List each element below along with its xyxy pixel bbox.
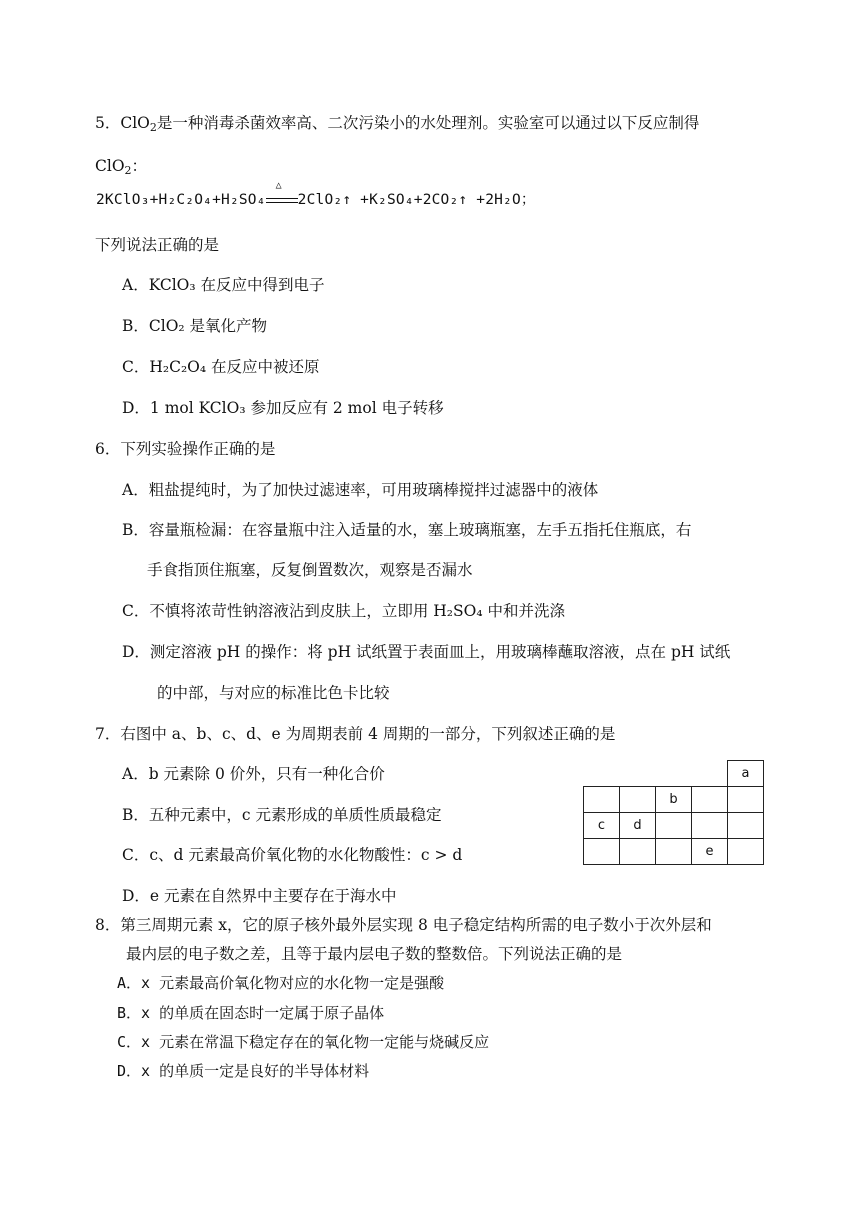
table-cell (620, 839, 656, 865)
q8-option-b: B．x 的单质在固态时一定属于原子晶体 (117, 1004, 385, 1022)
q8-stem-line2: 最内层的电子数之差，且等于最内层电子数的整数倍。下列说法正确的是 (126, 945, 623, 963)
q5-option-a: A．KClO₃ 在反应中得到电子 (122, 276, 325, 294)
q8-stem-line1: 8．第三周期元素 x，它的原子核外最外层实现 8 电子稳定结构所需的电子数小于次外层和 (95, 916, 712, 934)
q6-option-d: D．测定溶液 pH 的操作：将 pH 试纸置于表面皿上，用玻璃棒蘸取溶液，点在 pH 试纸 (122, 643, 731, 661)
cell-b: b (656, 787, 692, 813)
table-cell (728, 813, 764, 839)
cell-e: e (692, 839, 728, 865)
q7-option-c: C．c、d 元素最高价氧化物的水化物酸性：c > d (122, 846, 463, 864)
q6-option-c: C．不慎将浓苛性钠溶液沾到皮肤上，立即用 H₂SO₄ 中和并洗涤 (122, 602, 565, 620)
q8-option-a: A．x 元素最高价氧化物对应的水化物一定是强酸 (117, 974, 445, 992)
q7-stem: 7．右图中 a、b、c、d、e 为周期表前 4 周期的一部分，下列叙述正确的是 (95, 725, 616, 743)
q6-option-a: A．粗盐提纯时，为了加快过滤速率，可用玻璃棒搅拌过滤器中的液体 (122, 481, 599, 499)
table-cell (692, 813, 728, 839)
q7-option-d: D．e 元素在自然界中主要存在于海水中 (122, 887, 397, 905)
equation-reactants: 2KClO₃+H₂C₂O₄+H₂SO₄ (96, 192, 266, 208)
q5-option-d: D．1 mol KClO₃ 参加反应有 2 mol 电子转移 (122, 399, 444, 417)
table-cell (728, 839, 764, 865)
subscript: 2 (149, 121, 157, 134)
subscript: 2 (124, 164, 132, 177)
table-cell (692, 787, 728, 813)
table-cell (656, 839, 692, 865)
equation-products: 2ClO₂↑ +K₂SO₄+2CO₂↑ +2H₂O； (297, 192, 536, 208)
q5-stem-line1 (95, 112, 699, 134)
q8-option-c: C．x 元素在常温下稳定存在的氧化物一定能与烧碱反应 (117, 1033, 490, 1051)
cell-c: c (584, 813, 620, 839)
table-cell (584, 839, 620, 865)
table-cell (584, 787, 620, 813)
q5-stem-part: 是一种消毒杀菌效率高、二次污染小的水处理剂。实验室可以通过以下反应制得 (156, 114, 700, 132)
q8-option-d: D．x 的单质一定是良好的半导体材料 (117, 1062, 370, 1080)
table-cell (728, 787, 764, 813)
periodic-table-fragment (583, 760, 764, 865)
table-cell (656, 813, 692, 839)
q5-stem-part: ClO (95, 157, 125, 175)
cell-d: d (620, 813, 656, 839)
equation-equals-sign (266, 180, 298, 208)
q7-option-b: B．五种元素中，c 元素形成的单质性质最稳定 (122, 806, 442, 824)
q5-stem-part: 5．ClO (95, 114, 150, 132)
q5-chemical-equation (96, 180, 536, 214)
q5-option-c: C．H₂C₂O₄ 在反应中被还原 (122, 358, 320, 376)
q5-stem-part: ： (131, 157, 148, 175)
table-cell (620, 787, 656, 813)
q5-stem-line2 (95, 155, 147, 177)
q6-stem: 6．下列实验操作正确的是 (95, 440, 276, 458)
q6-option-b-cont: 手食指顶住瓶塞，反复倒置数次，观察是否漏水 (147, 561, 473, 579)
cell-a: a (728, 761, 764, 787)
q7-option-a: A．b 元素除 0 价外，只有一种化合价 (122, 765, 385, 783)
q6-option-b: B．容量瓶检漏：在容量瓶中注入适量的水，塞上玻璃瓶塞，左手五指托住瓶底，右 (122, 521, 692, 539)
heat-condition-icon: △ (275, 180, 282, 191)
q5-prompt: 下列说法正确的是 (95, 236, 220, 254)
q5-option-b: B．ClO₂ 是氧化产物 (122, 317, 268, 335)
q6-option-d-cont: 的中部，与对应的标准比色卡比较 (157, 684, 390, 702)
